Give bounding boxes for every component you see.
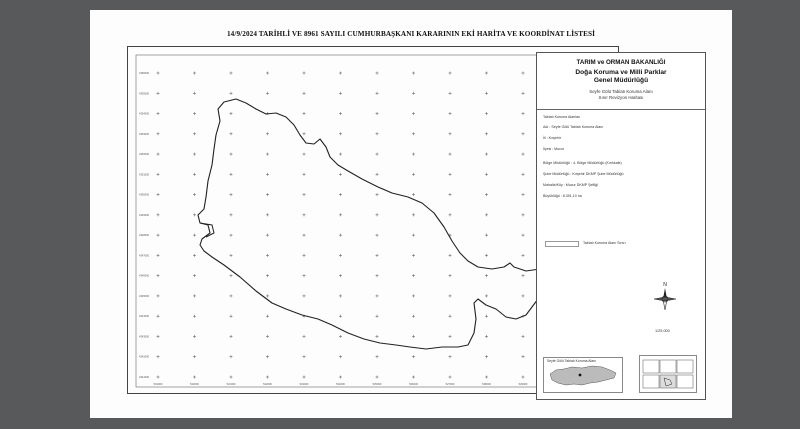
grid-cross — [303, 335, 306, 338]
grid-cross — [339, 92, 342, 95]
grid-cross — [522, 234, 525, 237]
y-tick-label: 4355000 — [139, 92, 150, 96]
grid-cross — [412, 92, 415, 95]
grid-cross — [230, 274, 233, 277]
grid-cross — [266, 254, 269, 257]
protected-area-boundary — [198, 99, 554, 349]
grid-cross — [412, 193, 415, 196]
grid-cross — [230, 173, 233, 176]
y-tick-label: 4345000 — [139, 294, 150, 298]
y-tick-label: 4347000 — [139, 254, 150, 258]
grid-cross — [449, 132, 452, 135]
grid-cross — [266, 335, 269, 338]
grid-cross — [303, 355, 306, 358]
grid-cross — [193, 72, 196, 75]
grid-cross — [485, 294, 488, 297]
grid-cross — [339, 234, 342, 237]
grid-cross — [266, 153, 269, 156]
grid-cross — [485, 234, 488, 237]
y-tick-label: 4353000 — [139, 132, 150, 136]
grid-cross — [485, 193, 488, 196]
grid-cross — [376, 234, 379, 237]
grid-cross — [376, 294, 379, 297]
info-line: İli : Kırşehir — [543, 136, 561, 140]
grid-cross — [266, 92, 269, 95]
grid-cross — [522, 376, 525, 379]
x-tick-label: 520000 — [190, 383, 199, 386]
grid-cross — [376, 254, 379, 257]
grid-cross — [339, 132, 342, 135]
x-tick-label: 529000 — [518, 383, 528, 386]
grid-cross — [339, 153, 342, 156]
grid-cross — [522, 153, 525, 156]
grid-cross — [412, 72, 415, 75]
x-tick-label: 519000 — [153, 383, 163, 386]
ministry-name: TARIM ve ORMAN BAKANLIĞI — [576, 59, 666, 66]
grid-cross — [449, 315, 452, 318]
grid-cross — [485, 112, 488, 115]
grid-cross — [522, 72, 525, 75]
grid-cross — [485, 376, 488, 379]
grid-cross — [339, 112, 342, 115]
grid-cross — [412, 376, 415, 379]
directorate-name-line1: Doğa Koruma ve Milli Parklar — [575, 69, 667, 76]
grid-cross — [266, 355, 269, 358]
grid-cross — [157, 173, 160, 176]
grid-cross — [522, 335, 525, 338]
grid-cross — [157, 335, 160, 338]
grid-cross — [522, 355, 525, 358]
grid-cross — [266, 376, 269, 379]
grid-cross — [157, 294, 160, 297]
x-tick-label: 528000 — [482, 383, 491, 386]
grid-cross — [339, 72, 342, 75]
info-line: Şube Müdürlüğü : Kırşehir DKMP Şube Müdürlüğü — [543, 172, 624, 176]
grid-cross — [157, 376, 160, 379]
y-tick-label: 4351000 — [139, 173, 150, 177]
y-tick-label: 4354000 — [139, 112, 150, 116]
grid-cross — [193, 92, 196, 95]
grid-cross — [230, 234, 233, 237]
grid-cross — [339, 335, 342, 338]
y-tick-label: 4346000 — [139, 274, 150, 278]
grid-cross — [157, 213, 160, 216]
grid-cross — [230, 112, 233, 115]
grid-cross — [230, 335, 233, 338]
grid-cross — [449, 112, 452, 115]
grid-cross — [339, 254, 342, 257]
x-tick-label: 523000 — [299, 383, 309, 386]
grid-cross — [376, 92, 379, 95]
directorate-name-line2: Genel Müdürlüğü — [593, 77, 649, 84]
y-tick-label: 4344000 — [139, 315, 150, 319]
grid-cross — [522, 294, 525, 297]
grid-cross — [449, 335, 452, 338]
grid-cross — [230, 193, 233, 196]
grid-cross — [449, 294, 452, 297]
grid-cross — [485, 72, 488, 75]
grid-cross — [339, 274, 342, 277]
grid-cross — [230, 254, 233, 257]
grid-cross — [193, 132, 196, 135]
grid-cross — [157, 234, 160, 237]
map-sheet — [90, 10, 732, 418]
boundary-legend-swatch — [545, 241, 579, 247]
legend-panel — [536, 52, 706, 400]
grid-cross — [303, 213, 306, 216]
grid-cross — [376, 132, 379, 135]
grid-cross — [193, 376, 196, 379]
grid-cross — [412, 132, 415, 135]
grid-cross — [193, 254, 196, 257]
sheet-index-inset — [639, 355, 697, 393]
grid-cross — [266, 213, 269, 216]
grid-crosses — [157, 72, 598, 379]
grid-cross — [157, 315, 160, 318]
y-tick-label: 4342000 — [139, 355, 150, 359]
grid-cross — [339, 376, 342, 379]
grid-cross — [157, 355, 160, 358]
y-tick-label: 4343000 — [139, 335, 150, 339]
grid-cross — [376, 112, 379, 115]
grid-cross — [230, 294, 233, 297]
map-subtitle-line1: Seyfe Gölü Tabiatı Koruma Alanı — [589, 89, 653, 94]
info-line: İlçesi : Mucur — [543, 147, 565, 151]
grid-cross — [485, 335, 488, 338]
grid-cross — [303, 274, 306, 277]
grid-cross — [157, 132, 160, 135]
grid-cross — [230, 376, 233, 379]
x-tick-label: 525000 — [372, 383, 382, 386]
grid-cross — [193, 234, 196, 237]
grid-cross — [266, 72, 269, 75]
grid-cross — [485, 153, 488, 156]
grid-cross — [266, 132, 269, 135]
info-line: Tabiatı Koruma Alanları — [543, 115, 581, 119]
grid-cross — [522, 274, 525, 277]
grid-cross — [449, 153, 452, 156]
grid-cross — [230, 315, 233, 318]
grid-cross — [193, 274, 196, 277]
grid-cross — [485, 355, 488, 358]
grid-cross — [522, 112, 525, 115]
grid-cross — [376, 213, 379, 216]
grid-cross — [266, 315, 269, 318]
scale-text: 1/25.000 — [655, 329, 670, 333]
grid-cross — [266, 274, 269, 277]
grid-cross — [303, 173, 306, 176]
grid-cross — [449, 254, 452, 257]
grid-cross — [157, 72, 160, 75]
grid-cross — [485, 213, 488, 216]
grid-cross — [412, 234, 415, 237]
grid-cross — [266, 294, 269, 297]
grid-cross — [376, 376, 379, 379]
north-arrow-icon — [653, 281, 677, 313]
grid-cross — [266, 173, 269, 176]
x-tick-label: 524000 — [336, 383, 345, 386]
grid-cross — [412, 315, 415, 318]
grid-cross — [303, 153, 306, 156]
grid-cross — [157, 92, 160, 95]
north-letter: N — [663, 282, 667, 288]
grid-cross — [303, 193, 306, 196]
grid-cross — [412, 173, 415, 176]
grid-cross — [303, 294, 306, 297]
grid-cross — [522, 132, 525, 135]
grid-cross — [193, 153, 196, 156]
grid-cross — [193, 335, 196, 338]
grid-cross — [412, 153, 415, 156]
grid-cross — [522, 254, 525, 257]
grid-cross — [157, 153, 160, 156]
grid-cross — [376, 335, 379, 338]
grid-cross — [449, 193, 452, 196]
grid-cross — [193, 294, 196, 297]
grid-cross — [230, 355, 233, 358]
x-tick-label: 522000 — [263, 383, 272, 386]
y-tick-label: 4352000 — [139, 153, 150, 157]
grid-cross — [339, 315, 342, 318]
grid-cross — [449, 274, 452, 277]
x-tick-label: 527000 — [445, 383, 455, 386]
y-tick-label: 4341000 — [139, 376, 150, 379]
y-tick-label: 4350000 — [139, 193, 150, 197]
grid-cross — [412, 213, 415, 216]
sheet-index-grid — [640, 356, 696, 392]
grid-cross — [339, 193, 342, 196]
grid-cross — [303, 376, 306, 379]
grid-cross — [376, 315, 379, 318]
grid-cross — [339, 294, 342, 297]
grid-cross — [339, 355, 342, 358]
x-tick-label: 526000 — [409, 383, 418, 386]
grid-cross — [303, 72, 306, 75]
grid-cross — [485, 92, 488, 95]
grid-cross — [449, 376, 452, 379]
grid-cross — [157, 254, 160, 257]
grid-cross — [193, 355, 196, 358]
grid-cross — [303, 92, 306, 95]
grid-cross — [522, 173, 525, 176]
grid-cross — [193, 315, 196, 318]
grid-cross — [230, 132, 233, 135]
y-tick-label: 4356000 — [139, 72, 150, 75]
grid-cross — [157, 274, 160, 277]
info-line: Mahalle/Köy : Mucur DKMP Şefliği — [543, 183, 598, 187]
grid-cross — [412, 335, 415, 338]
x-tick-label: 521000 — [226, 383, 236, 386]
grid-cross — [303, 254, 306, 257]
info-line: Adı : Seyfe Gölü Tabiatı Koruma Alanı — [543, 125, 604, 129]
grid-cross — [485, 274, 488, 277]
grid-cross — [303, 234, 306, 237]
location-inset-map — [543, 357, 623, 393]
grid-cross — [449, 92, 452, 95]
grid-cross — [412, 294, 415, 297]
grid-cross — [412, 355, 415, 358]
inset-label: Seyfe Gölü Tabiatı Koruma Alanı — [547, 359, 596, 363]
grid-cross — [412, 274, 415, 277]
grid-cross — [157, 193, 160, 196]
y-tick-label: 4348000 — [139, 234, 150, 238]
grid-cross — [522, 193, 525, 196]
grid-cross — [303, 112, 306, 115]
grid-cross — [449, 355, 452, 358]
grid-cross — [157, 112, 160, 115]
grid-cross — [376, 274, 379, 277]
info-line: Bölge Müdürlüğü : 4. Bölge Müdürlüğü (Kırıkkale) — [543, 161, 622, 165]
y-tick-label: 4349000 — [139, 213, 150, 217]
sheet-title: 14/9/2024 TARİHLİ VE 8961 SAYILI CUMHURBAŞKANI KARARININ EKİ HARİTA VE KOORDİNAT LİSTESİ — [226, 30, 596, 38]
grid-cross — [485, 315, 488, 318]
grid-cross — [376, 153, 379, 156]
info-line: Büyüklüğü : 8.391,10 ha — [543, 194, 582, 198]
grid-cross — [412, 112, 415, 115]
grid-cross — [485, 132, 488, 135]
x-tick-labels — [154, 382, 601, 386]
grid-cross — [230, 92, 233, 95]
grid-cross — [449, 173, 452, 176]
boundary-legend-label: Tabiatı Koruma Alanı Sınırı — [583, 241, 626, 245]
map-subtitle-line2: Sınır Revizyon Haritası — [598, 94, 644, 100]
grid-cross — [449, 72, 452, 75]
grid-cross — [339, 173, 342, 176]
grid-cross — [485, 254, 488, 257]
grid-cross — [193, 193, 196, 196]
grid-cross — [376, 355, 379, 358]
turkey-outline-icon — [544, 358, 622, 392]
legend-header — [537, 53, 705, 110]
grid-cross — [376, 173, 379, 176]
grid-cross — [230, 72, 233, 75]
grid-cross — [522, 213, 525, 216]
grid-cross — [522, 92, 525, 95]
grid-cross — [266, 193, 269, 196]
grid-cross — [230, 153, 233, 156]
grid-cross — [376, 193, 379, 196]
grid-cross — [376, 72, 379, 75]
grid-cross — [266, 234, 269, 237]
grid-cross — [449, 213, 452, 216]
grid-cross — [412, 254, 415, 257]
grid-cross — [303, 132, 306, 135]
grid-cross — [193, 112, 196, 115]
grid-cross — [230, 213, 233, 216]
y-tick-labels — [139, 71, 150, 379]
grid-cross — [193, 213, 196, 216]
grid-cross — [485, 173, 488, 176]
grid-cross — [339, 213, 342, 216]
grid-cross — [193, 173, 196, 176]
